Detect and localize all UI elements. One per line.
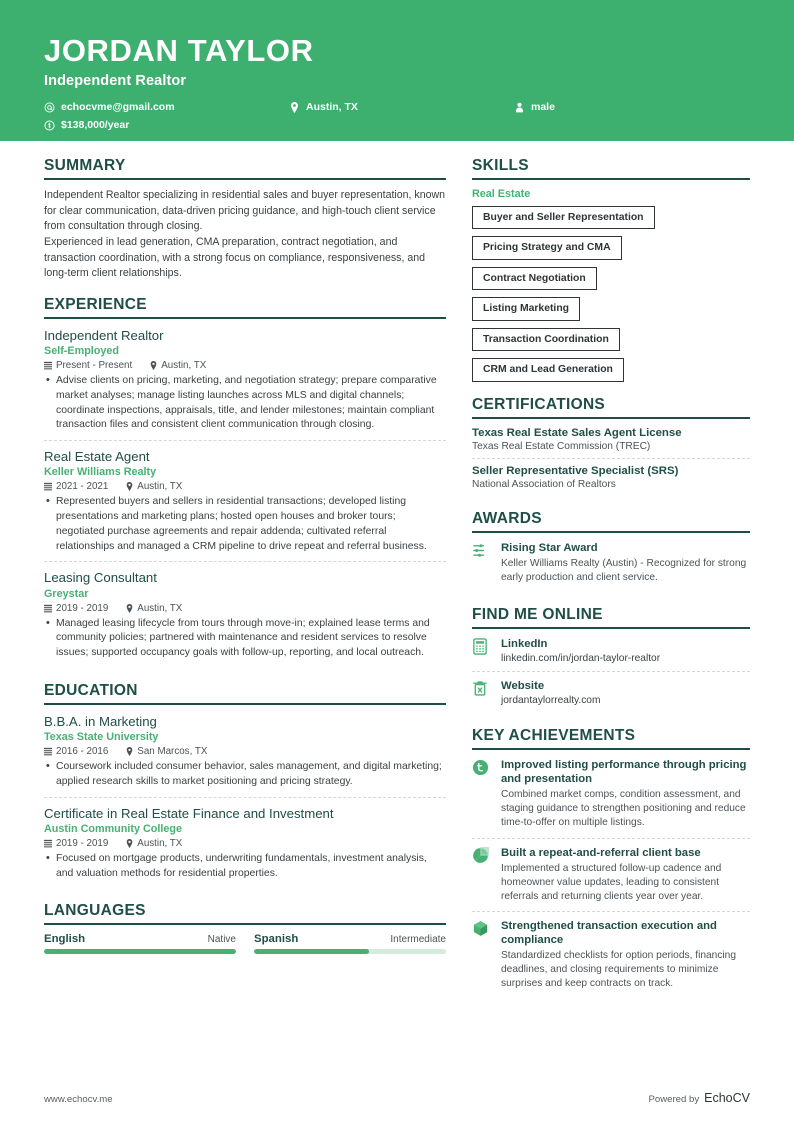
section-find-me-online — [472, 606, 750, 713]
skills-category: Real Estate — [472, 188, 531, 200]
certification-item — [472, 465, 750, 496]
entry-bullets — [44, 617, 446, 661]
experience-entry — [44, 448, 446, 562]
language-name: English — [44, 933, 86, 946]
experience-heading: EXPERIENCE — [44, 296, 446, 319]
contact-grid — [44, 101, 750, 131]
entry-meta — [44, 746, 446, 757]
contact-salary-value: $138,000/year — [61, 119, 130, 132]
language-head — [254, 933, 446, 945]
skill-chip: CRM and Lead Generation — [472, 358, 624, 381]
contact-gender-value: male — [531, 101, 555, 114]
section-education — [44, 682, 446, 888]
achievement-description: Combined market comps, condition assessment, and staging guidance to strengthen positioning and reduce time-to-offer on multiple listings. — [501, 789, 746, 829]
section-summary — [44, 157, 446, 282]
entry-location — [126, 838, 182, 849]
list-item: • Advise clients on pricing, marketing, and negotiation strategy; prepare comparative market analyses; manage listing launches across MLS and digital channels; coordinate inspections, appraisals, title, and lender milestones; maintain compliant transaction files and consistent client communication through closing. — [44, 374, 446, 433]
entry-dates-value: 2019 - 2019 — [56, 602, 109, 614]
online-link-body — [501, 637, 750, 664]
skills-list — [472, 206, 750, 382]
online-link-body — [501, 679, 750, 706]
entry-location — [126, 603, 182, 614]
entry-organization: Keller Williams Realty — [44, 466, 157, 479]
entry-role: Independent Realtor — [44, 328, 164, 344]
section-awards — [472, 510, 750, 592]
skill-chip: Transaction Coordination — [472, 328, 620, 351]
entry-role: Certificate in Real Estate Finance and Investment — [44, 805, 334, 821]
language-progress-bar — [44, 949, 236, 954]
entry-dates-value: Present - Present — [56, 360, 133, 372]
entry-location — [150, 360, 206, 371]
footer-website[interactable]: www.echocv.me — [44, 1094, 113, 1105]
entry-role: Real Estate Agent — [44, 449, 150, 465]
entry-location-value: Austin, TX — [137, 602, 183, 614]
experience-entry — [44, 327, 446, 441]
section-key-achievements — [472, 727, 750, 998]
entry-meta — [44, 360, 446, 371]
calendar-icon — [44, 361, 52, 370]
job-title: Independent Realtor — [44, 73, 187, 90]
skill-chip: Listing Marketing — [472, 297, 580, 320]
language-level: Intermediate — [390, 934, 446, 946]
language-item — [44, 933, 236, 954]
person-icon — [514, 102, 525, 113]
email-icon — [44, 102, 55, 113]
pie-chart-icon — [472, 846, 492, 904]
language-name: Spanish — [254, 933, 299, 946]
entry-location-value: Austin, TX — [137, 837, 183, 849]
certification-issuer: Texas Real Estate Commission (TREC) — [472, 440, 651, 452]
online-link-label: LinkedIn — [501, 637, 548, 650]
achievement-item — [472, 758, 750, 838]
entry-location-value: Austin, TX — [137, 481, 183, 493]
calculator-icon — [472, 637, 492, 664]
awards-heading: AWARDS — [472, 510, 750, 533]
entry-bullets — [44, 852, 446, 882]
skill-chip: Pricing Strategy and CMA — [472, 236, 622, 259]
education-entry — [44, 713, 446, 798]
entry-organization: Texas State University — [44, 731, 159, 744]
entry-dates-value: 2019 - 2019 — [56, 837, 109, 849]
achievement-title: Built a repeat-and-referral client base — [501, 846, 701, 859]
online-link-item[interactable] — [472, 679, 750, 713]
award-name: Rising Star Award — [501, 541, 598, 554]
entry-bullets — [44, 374, 446, 433]
summary-paragraph: Independent Realtor specializing in residential sales and buyer representation, known for clear communication, data-driven pricing guidance, and high-touch client service from consultation through closing. — [44, 189, 446, 233]
location-pin-icon — [150, 361, 157, 370]
online-link-url[interactable]: jordantaylorrealty.com — [501, 695, 601, 707]
section-languages — [44, 902, 446, 954]
trash-icon — [472, 679, 492, 706]
location-pin-icon — [126, 839, 133, 848]
section-experience — [44, 296, 446, 668]
footer-powered-label: Powered by — [648, 1094, 700, 1105]
find-me-online-heading: FIND ME ONLINE — [472, 606, 750, 629]
entry-dates — [44, 746, 108, 757]
certification-item — [472, 427, 750, 459]
achievement-body — [501, 919, 750, 991]
online-link-item[interactable] — [472, 637, 750, 672]
salary-icon — [44, 120, 55, 131]
entry-location — [126, 481, 182, 492]
resume-footer — [0, 1081, 794, 1123]
certification-name: Seller Representative Specialist (SRS) — [472, 464, 679, 477]
entry-dates — [44, 838, 108, 849]
summary-heading: SUMMARY — [44, 157, 446, 180]
contact-email-value: echocvme@gmail.com — [61, 101, 175, 114]
badge-circle-icon — [472, 758, 492, 830]
achievement-description: Standardized checklists for option periods, financing deadlines, and closing requirements to minimize surprises and keep contracts on track. — [501, 950, 737, 990]
language-head — [44, 933, 236, 945]
list-item: • Coursework included consumer behavior, sales management, and digital marketing; applied research skills to market positioning and pricing strategy. — [44, 760, 446, 790]
summary-paragraph: Experienced in lead generation, CMA preparation, contract negotiation, and transaction coordination, with a strong focus on compliance, responsiveness, and long-term client relationships. — [44, 236, 426, 280]
page-title: JORDAN TAYLOR — [44, 33, 314, 68]
entry-dates-value: 2021 - 2021 — [56, 481, 109, 493]
entry-role: B.B.A. in Marketing — [44, 713, 157, 729]
achievement-title: Strengthened transaction execution and compliance — [501, 919, 717, 947]
list-item: • Focused on mortgage products, underwriting fundamentals, investment analysis, and valuation methods for residential properties. — [44, 852, 446, 882]
list-item: • Managed leasing lifecycle from tours through move-in; explained lease terms and community policies; partnered with maintenance and resident services to resolve issues; supported occupancy goals with follow-up, reporting, and local outreach. — [44, 617, 446, 661]
languages-grid — [44, 933, 446, 954]
entry-organization: Self-Employed — [44, 345, 119, 358]
section-skills — [472, 157, 750, 382]
entry-dates-value: 2016 - 2016 — [56, 746, 109, 758]
footer-branding — [648, 1091, 750, 1105]
calendar-icon — [44, 482, 52, 491]
language-level: Native — [207, 934, 236, 946]
certifications-heading: CERTIFICATIONS — [472, 396, 750, 419]
achievement-description: Implemented a structured follow-up cadence and homeowner value updates, leading to consistent referrals and returning clients year over year. — [501, 862, 722, 902]
location-pin-icon — [289, 102, 300, 113]
skills-heading: SKILLS — [472, 157, 750, 180]
language-item — [254, 933, 446, 954]
calendar-icon — [44, 747, 52, 756]
entry-bullets — [44, 760, 446, 790]
entry-role: Leasing Consultant — [44, 570, 157, 586]
award-item — [472, 541, 750, 592]
resume-header — [0, 0, 794, 141]
entry-meta — [44, 838, 446, 849]
footer-brand: EchoCV — [704, 1091, 750, 1105]
sliders-icon — [472, 541, 492, 585]
award-body — [501, 541, 750, 585]
online-link-label: Website — [501, 680, 545, 692]
right-column — [472, 157, 750, 1081]
entry-location-value: Austin, TX — [161, 360, 207, 372]
contact-salary — [44, 119, 289, 131]
list-item: • Represented buyers and sellers in residential transactions; developed listing presentations and marketing plans; hosted open houses and broker tours; negotiated purchase agreements and repair addenda; cultivated referral relationships and managed a CRM pipeline to drive repeat and referral business. — [44, 495, 446, 554]
left-column — [44, 157, 446, 1081]
cube-icon — [472, 919, 492, 991]
entry-dates — [44, 360, 132, 371]
entry-location — [126, 746, 207, 757]
calendar-icon — [44, 839, 52, 848]
award-description: Keller Williams Realty (Austin) - Recognized for strong early production and client service. — [501, 557, 747, 583]
contact-location-value: Austin, TX — [306, 101, 358, 114]
achievement-body — [501, 846, 750, 904]
education-entry — [44, 805, 446, 889]
entry-meta — [44, 603, 446, 614]
key-achievements-heading: KEY ACHIEVEMENTS — [472, 727, 750, 750]
education-heading: EDUCATION — [44, 682, 446, 705]
language-progress-fill — [44, 949, 236, 954]
entry-organization: Greystar — [44, 587, 89, 600]
achievement-item — [472, 846, 750, 912]
language-progress-bar — [254, 949, 446, 954]
location-pin-icon — [126, 747, 133, 756]
calendar-icon — [44, 604, 52, 613]
entry-dates — [44, 603, 108, 614]
achievement-body — [501, 758, 750, 830]
location-pin-icon — [126, 482, 133, 491]
entry-dates — [44, 481, 108, 492]
entry-location-value: San Marcos, TX — [137, 746, 208, 758]
contact-gender — [514, 101, 750, 113]
resume-body — [0, 141, 794, 1081]
experience-entry — [44, 569, 446, 667]
language-progress-fill — [254, 949, 369, 954]
contact-location — [289, 101, 514, 113]
entry-meta — [44, 481, 446, 492]
skill-chip: Contract Negotiation — [472, 267, 597, 290]
contact-email — [44, 101, 289, 113]
entry-organization: Austin Community College — [44, 822, 182, 835]
online-link-url[interactable]: linkedin.com/in/jordan-taylor-realtor — [501, 653, 661, 664]
location-pin-icon — [126, 604, 133, 613]
achievement-item — [472, 919, 750, 998]
languages-heading: LANGUAGES — [44, 902, 446, 925]
certification-issuer: National Association of Realtors — [472, 478, 616, 490]
certification-name: Texas Real Estate Sales Agent License — [472, 426, 682, 439]
skill-chip: Buyer and Seller Representation — [472, 206, 655, 229]
entry-bullets — [44, 495, 446, 554]
section-certifications — [472, 396, 750, 496]
achievement-title: Improved listing performance through pricing and presentation — [501, 759, 747, 786]
